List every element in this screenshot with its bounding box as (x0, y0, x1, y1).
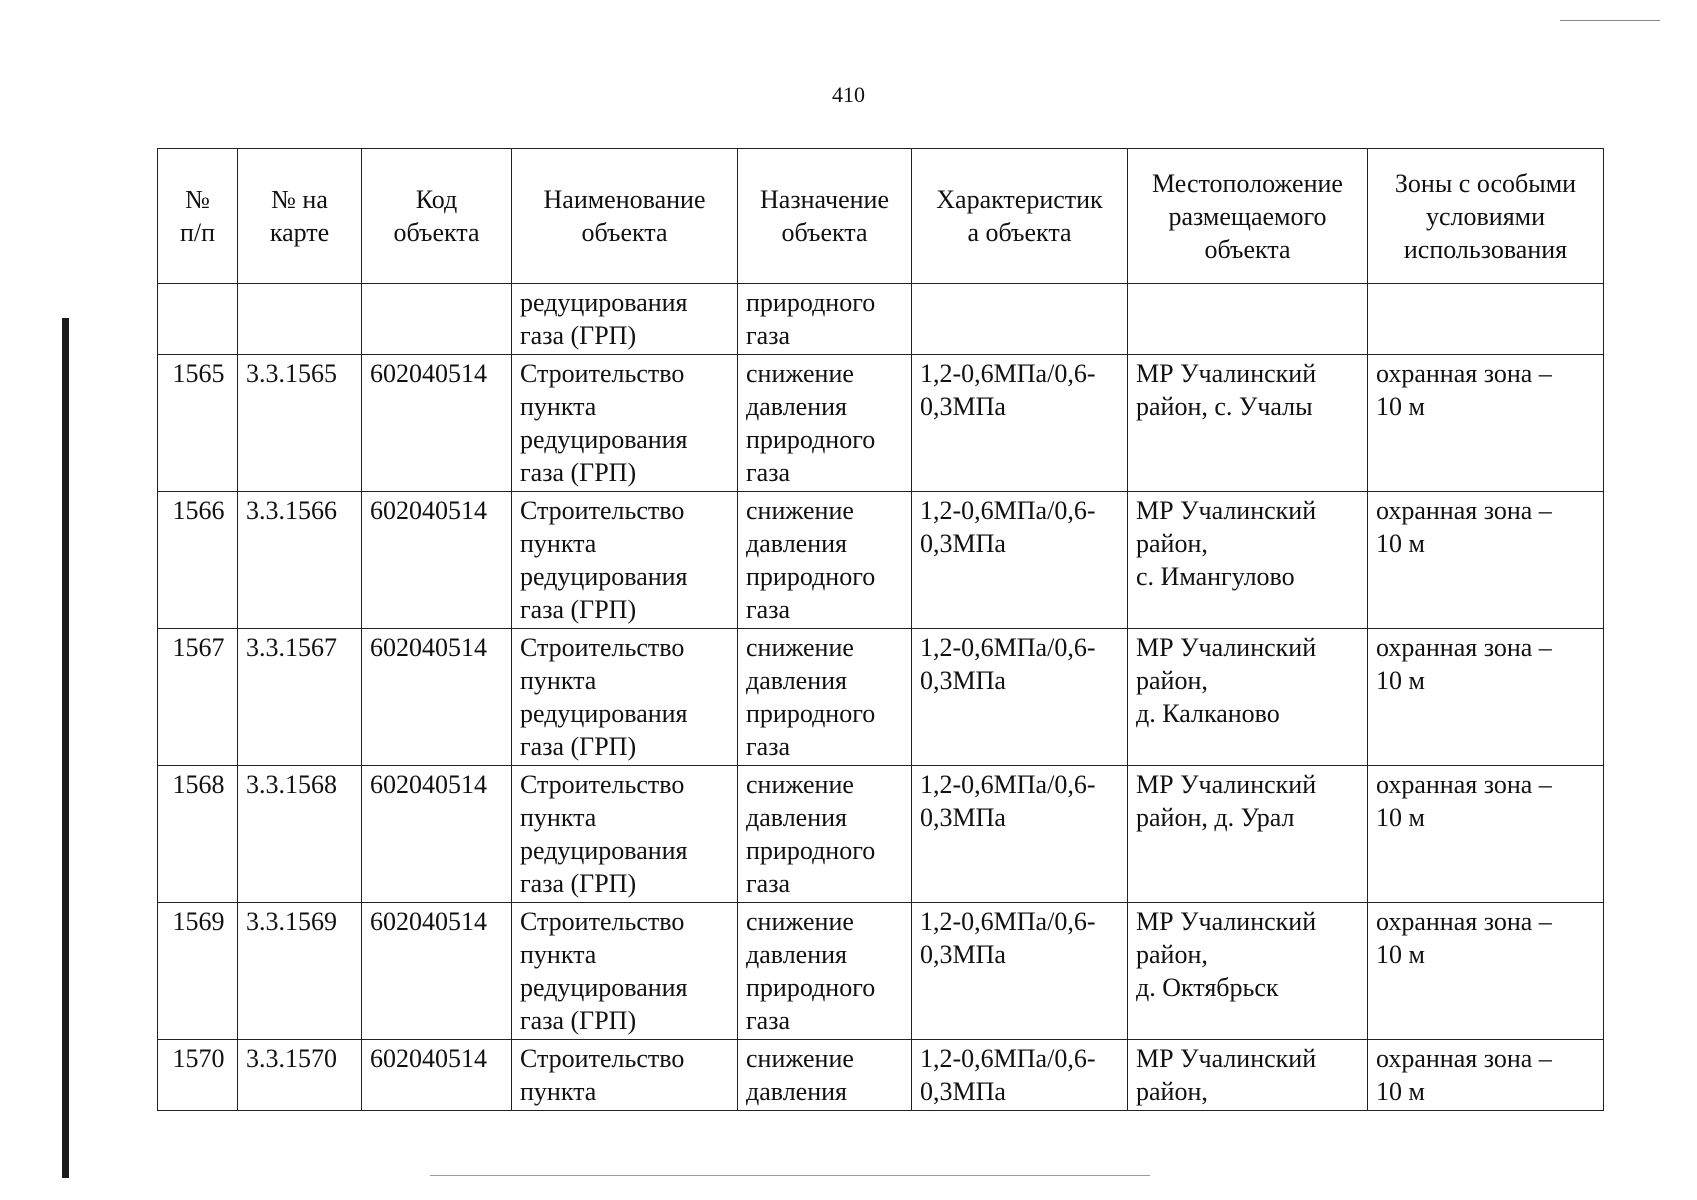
cell-location (1128, 284, 1368, 355)
cell-line: Строительство (520, 359, 685, 388)
cell-line: Местоположение (1152, 168, 1343, 198)
cell-line: газа (ГРП) (520, 1006, 637, 1035)
header-cell (362, 149, 512, 284)
cell-line: д. Калканово (1136, 699, 1280, 728)
cell-line: природного (746, 288, 876, 317)
cell-line: № на (271, 185, 328, 214)
cell-zone (1368, 766, 1604, 903)
cell-line: МР Учалинский (1136, 633, 1317, 662)
cell-line: газа (746, 1006, 791, 1035)
cell-zone (1368, 1040, 1604, 1111)
cell-zone (1368, 629, 1604, 766)
cell-zone (1368, 492, 1604, 629)
cell-line: 10 м (1376, 803, 1425, 832)
cell-line: 1,2-0,6МПа/0,6- (920, 770, 1096, 799)
table-row (158, 1040, 1604, 1111)
cell-line: снижение (746, 496, 854, 525)
cell-name (512, 1040, 738, 1111)
cell-line: давления (746, 803, 848, 832)
cell-line: редуцирования (520, 699, 688, 728)
cell-line: охранная зона – (1376, 1044, 1552, 1073)
cell-line: снижение (746, 1044, 854, 1073)
cell-line: район, д. Урал (1136, 803, 1295, 832)
cell-name (512, 355, 738, 492)
header-cell (512, 149, 738, 284)
cell-line: район, (1136, 940, 1208, 969)
table-row (158, 355, 1604, 492)
cell-map-no: 3.3.1566 (238, 492, 362, 629)
cell-no: 1566 (158, 492, 238, 629)
cell-location (1128, 1040, 1368, 1111)
cell-line: Строительство (520, 1044, 685, 1073)
cell-no: 1567 (158, 629, 238, 766)
header-cell (738, 149, 912, 284)
header-cell (238, 149, 362, 284)
cell-line: пункта (520, 1077, 597, 1106)
cell-location (1128, 629, 1368, 766)
cell-line: пункта (520, 940, 597, 969)
cell-zone (1368, 355, 1604, 492)
cell-line: давления (746, 392, 848, 421)
cell-name (512, 284, 738, 355)
cell-line: охранная зона – (1376, 359, 1552, 388)
cell-name (512, 629, 738, 766)
cell-line: охранная зона – (1376, 496, 1552, 525)
cell-line: Код (415, 185, 458, 214)
cell-line: карте (269, 218, 330, 247)
cell-line: 0,3МПа (920, 803, 1006, 832)
cell-line: 0,3МПа (920, 529, 1006, 558)
cell-line: газа (ГРП) (520, 458, 637, 487)
cell-name (512, 492, 738, 629)
cell-line: МР Учалинский (1136, 1044, 1317, 1073)
cell-line: газа (ГРП) (520, 321, 637, 350)
cell-code: 602040514 (362, 355, 512, 492)
cell-name (512, 766, 738, 903)
cell-line: МР Учалинский (1136, 496, 1317, 525)
cell-map-no: 3.3.1569 (238, 903, 362, 1040)
cell-line: редуцирования (520, 425, 688, 454)
cell-line: давления (746, 666, 848, 695)
cell-characteristic (912, 355, 1128, 492)
cell-line: пункта (520, 666, 597, 695)
cell-purpose (738, 766, 912, 903)
cell-line: 0,3МПа (920, 666, 1006, 695)
continuation-row (158, 284, 1604, 355)
objects-table (157, 148, 1604, 1111)
cell-purpose (738, 355, 912, 492)
cell-line: условиями (1425, 201, 1546, 231)
cell-location (1128, 355, 1368, 492)
cell-line: газа (746, 458, 791, 487)
cell-line: 1,2-0,6МПа/0,6- (920, 1044, 1096, 1073)
cell-map-no (238, 284, 362, 355)
cell-line: 10 м (1376, 392, 1425, 421)
cell-line: давления (746, 940, 848, 969)
table-header-row (158, 149, 1604, 284)
cell-line: 1,2-0,6МПа/0,6- (920, 496, 1096, 525)
table-row (158, 629, 1604, 766)
cell-line: снижение (746, 633, 854, 662)
table-row (158, 766, 1604, 903)
cell-location (1128, 903, 1368, 1040)
cell-line: 0,3МПа (920, 392, 1006, 421)
cell-line: редуцирования (520, 562, 688, 591)
cell-line: 10 м (1376, 666, 1425, 695)
cell-line: МР Учалинский (1136, 359, 1317, 388)
cell-purpose (738, 629, 912, 766)
cell-line: 10 м (1376, 940, 1425, 969)
cell-purpose (738, 492, 912, 629)
cell-zone (1368, 903, 1604, 1040)
cell-line: п/п (179, 218, 216, 247)
cell-purpose (738, 284, 912, 355)
table-row (158, 492, 1604, 629)
header-cell (1128, 149, 1368, 284)
cell-line: 1,2-0,6МПа/0,6- (920, 633, 1096, 662)
cell-line: снижение (746, 907, 854, 936)
cell-line: а объекта (967, 218, 1072, 247)
cell-line: размещаемого (1168, 201, 1327, 231)
cell-line: давления (746, 1077, 848, 1106)
cell-line: Назначение (760, 185, 889, 214)
cell-purpose (738, 903, 912, 1040)
cell-map-no: 3.3.1568 (238, 766, 362, 903)
cell-line: пункта (520, 392, 597, 421)
cell-no: 1568 (158, 766, 238, 903)
cell-code: 602040514 (362, 903, 512, 1040)
cell-line: район, с. Учалы (1136, 392, 1313, 421)
cell-line: 0,3МПа (920, 1077, 1006, 1106)
cell-line: № (185, 185, 210, 214)
cell-line: охранная зона – (1376, 907, 1552, 936)
cell-line: редуцирования (520, 836, 688, 865)
cell-line: объекта (581, 218, 668, 247)
cell-line: газа (746, 321, 791, 350)
cell-line: район, (1136, 1077, 1208, 1106)
cell-map-no: 3.3.1565 (238, 355, 362, 492)
cell-code: 602040514 (362, 629, 512, 766)
cell-name (512, 903, 738, 1040)
cell-purpose (738, 1040, 912, 1111)
cell-line: пункта (520, 529, 597, 558)
cell-line: снижение (746, 770, 854, 799)
cell-line: Наименование (543, 185, 706, 214)
scan-binding-edge (62, 318, 69, 1178)
cell-characteristic (912, 1040, 1128, 1111)
cell-characteristic (912, 284, 1128, 355)
cell-line: Строительство (520, 907, 685, 936)
cell-line: природного (746, 425, 876, 454)
cell-line: объекта (393, 218, 480, 247)
cell-characteristic (912, 903, 1128, 1040)
cell-line: район, (1136, 666, 1208, 695)
cell-line: район, (1136, 529, 1208, 558)
cell-line: природного (746, 973, 876, 1002)
cell-line: объекта (781, 218, 868, 247)
cell-line: Зоны с особыми (1394, 168, 1577, 198)
scan-top-rule (1560, 20, 1660, 21)
cell-line: Строительство (520, 496, 685, 525)
cell-location (1128, 766, 1368, 903)
cell-line: газа (746, 869, 791, 898)
cell-line: газа (ГРП) (520, 869, 637, 898)
cell-line: объекта (1204, 234, 1291, 264)
cell-line: 10 м (1376, 529, 1425, 558)
cell-no: 1570 (158, 1040, 238, 1111)
cell-line: д. Октябрьск (1136, 973, 1279, 1002)
cell-line: охранная зона – (1376, 633, 1552, 662)
cell-zone (1368, 284, 1604, 355)
cell-line: природного (746, 562, 876, 591)
cell-line: МР Учалинский (1136, 770, 1317, 799)
cell-characteristic (912, 492, 1128, 629)
cell-characteristic (912, 629, 1128, 766)
cell-code: 602040514 (362, 1040, 512, 1111)
cell-map-no: 3.3.1567 (238, 629, 362, 766)
table-row (158, 903, 1604, 1040)
cell-line: 10 м (1376, 1077, 1425, 1106)
cell-no: 1565 (158, 355, 238, 492)
cell-code (362, 284, 512, 355)
cell-line: 1,2-0,6МПа/0,6- (920, 907, 1096, 936)
cell-line: Характеристик (936, 185, 1103, 214)
cell-line: газа (746, 732, 791, 761)
cell-line: газа (ГРП) (520, 732, 637, 761)
cell-no: 1569 (158, 903, 238, 1040)
cell-line: МР Учалинский (1136, 907, 1317, 936)
cell-line: редуцирования (520, 973, 688, 1002)
header-cell (158, 149, 238, 284)
cell-code: 602040514 (362, 766, 512, 903)
cell-line: природного (746, 699, 876, 728)
cell-line: пункта (520, 803, 597, 832)
cell-location (1128, 492, 1368, 629)
cell-line: с. Имангулово (1136, 562, 1295, 591)
cell-line: охранная зона – (1376, 770, 1552, 799)
header-cell (1368, 149, 1604, 284)
cell-line: Строительство (520, 633, 685, 662)
cell-map-no: 3.3.1570 (238, 1040, 362, 1111)
scan-bottom-rule (430, 1175, 1150, 1176)
cell-line: снижение (746, 359, 854, 388)
header-cell (912, 149, 1128, 284)
cell-line: газа (746, 595, 791, 624)
cell-line: Строительство (520, 770, 685, 799)
page-number: 410 (832, 82, 865, 107)
cell-line: давления (746, 529, 848, 558)
cell-line: 1,2-0,6МПа/0,6- (920, 359, 1096, 388)
cell-line: природного (746, 836, 876, 865)
cell-characteristic (912, 766, 1128, 903)
cell-line: редуцирования (520, 288, 688, 317)
cell-line: 0,3МПа (920, 940, 1006, 969)
cell-no (158, 284, 238, 355)
cell-line: газа (ГРП) (520, 595, 637, 624)
cell-line: использования (1403, 234, 1568, 264)
cell-code: 602040514 (362, 492, 512, 629)
